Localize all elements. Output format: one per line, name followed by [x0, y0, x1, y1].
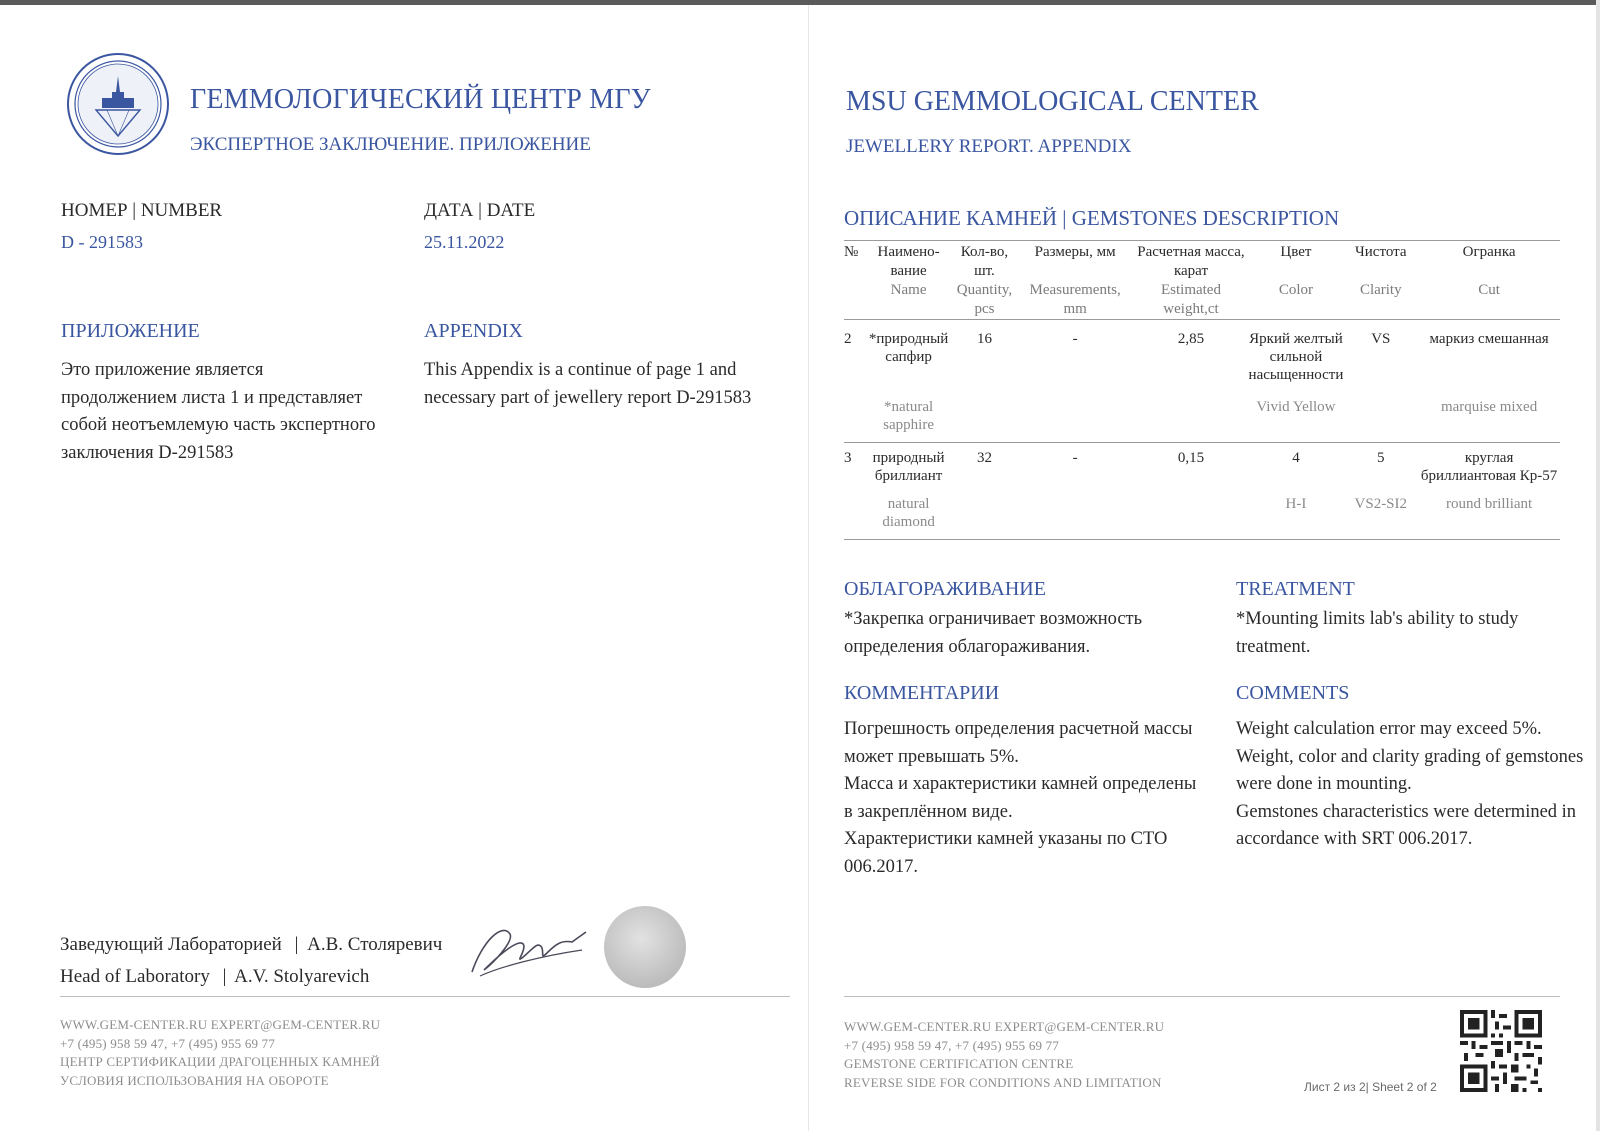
role-ru: Заведующий Лабораторией: [60, 934, 282, 955]
table-row-en: [844, 384, 1560, 443]
table-row-en: [844, 485, 1560, 540]
comments-heading-ru: КОММЕНТАРИИ: [844, 682, 1000, 704]
col-color-ru: Цвет: [1280, 244, 1312, 260]
footer-line-right: [844, 996, 1560, 997]
row-color-ru: 4: [1292, 450, 1300, 466]
right-edge: [1596, 0, 1600, 1131]
comment-line-en: Weight calculation error may exceed 5%.: [1236, 719, 1542, 739]
row-clarity-en: [1343, 384, 1418, 443]
row-size: -: [1072, 450, 1078, 466]
row-color-ru: Яркий желтый сильной насыщенности: [1248, 331, 1344, 383]
col-size-en: Measurements, mm: [1029, 282, 1121, 317]
qr-code-icon: [1460, 1010, 1542, 1092]
table-header-ru: [844, 241, 1560, 282]
col-qty-ru: Кол-во, шт.: [960, 244, 1009, 279]
row-color-en: Vivid Yellow: [1256, 399, 1336, 415]
role-en: Head of Laboratory: [60, 966, 210, 987]
gemstones-heading: ОПИСАНИЕ КАМНЕЙ | GEMSTONES DESCRIPTION: [844, 206, 1340, 230]
comment-line-ru: Характеристики камней указаны по СТО 006.2017.: [844, 829, 1168, 877]
col-qty-en: Quantity, pcs: [956, 282, 1013, 317]
appendix-text-ru: Это приложение является продолжением листа 1 и представляет собой неотъемлемую часть экспертного заключения D-291583: [61, 360, 376, 463]
comment-line-en: Weight, color and clarity grading of gemstones were done in mounting.: [1236, 746, 1584, 794]
signature-row-en: Head of Laboratory | A.V. Stolyarevich: [60, 966, 370, 987]
col-name-en: Name: [890, 282, 927, 298]
treatment-text-en: *Mounting limits lab's ability to study treatment.: [1236, 609, 1519, 657]
msu-logo-icon: [66, 52, 170, 156]
row-cut-ru: круглая бриллиантовая Кр-57: [1420, 450, 1558, 484]
date-value: 25.11.2022: [424, 232, 505, 252]
col-cut-ru: Огранка: [1462, 244, 1516, 260]
row-clarity-en: VS2-SI2: [1354, 496, 1408, 512]
appendix-heading-en: APPENDIX: [424, 320, 523, 342]
row-no: 2: [844, 331, 852, 347]
row-no: 3: [844, 450, 852, 466]
row-clarity-ru: VS: [1371, 331, 1391, 347]
footer-left: [60, 1016, 380, 1090]
row-qty: 32: [976, 450, 992, 466]
comment-line-ru: Масса и характеристики камней определены в закреплённом виде.: [844, 774, 1197, 822]
gemstones-table: [844, 240, 1560, 540]
header-title-ru: ГЕММОЛОГИЧЕСКИЙ ЦЕНТР МГУ: [190, 84, 651, 115]
treatment-heading-en: TREATMENT: [1236, 578, 1355, 600]
col-weight-en: Estimated weight,ct: [1160, 282, 1221, 317]
table-row: [844, 443, 1560, 485]
footer-right-line: +7 (495) 958 59 47, +7 (495) 955 69 77: [844, 1037, 1060, 1053]
comments-heading-en: COMMENTS: [1236, 682, 1350, 704]
number-value: D - 291583: [61, 232, 143, 252]
row-cut-en: marquise mixed: [1440, 399, 1538, 415]
row-name-en: natural diamond: [882, 496, 935, 530]
row-cut-en: round brilliant: [1445, 496, 1533, 512]
footer-left-line: УСЛОВИЯ ИСПОЛЬЗОВАНИЯ НА ОБОРОТЕ: [60, 1072, 329, 1088]
row-name-en: *natural sapphire: [883, 399, 934, 433]
header-subtitle-ru: ЭКСПЕРТНОЕ ЗАКЛЮЧЕНИЕ. ПРИЛОЖЕНИЕ: [190, 134, 591, 155]
footer-line-left: [60, 996, 790, 997]
table-row: [844, 324, 1560, 384]
col-cut-en: Cut: [1478, 282, 1500, 298]
seal-stamp-icon: [604, 906, 686, 988]
col-clarity-ru: Чистота: [1355, 244, 1407, 260]
signature-icon: [462, 912, 592, 984]
comment-line-ru: Погрешность определения расчетной массы может превышать 5%.: [844, 719, 1193, 767]
col-clarity-en: Clarity: [1359, 282, 1402, 298]
col-color-en: Color: [1278, 282, 1314, 298]
row-weight: 0,15: [1177, 450, 1205, 466]
appendix-heading-ru: ПРИЛОЖЕНИЕ: [61, 320, 200, 342]
row-name-ru: природный бриллиант: [872, 450, 945, 484]
header-subtitle-en: JEWELLERY REPORT. APPENDIX: [846, 136, 1132, 157]
date-label: ДАТА | DATE: [424, 200, 536, 221]
signature-row-ru: Заведующий Лабораторией | А.В. Столяревич: [60, 934, 443, 955]
col-weight-ru: Расчетная масса, карат: [1137, 244, 1245, 279]
col-no: №: [844, 244, 859, 260]
comments-text-en: [1236, 716, 1586, 854]
footer-right-line: GEMSTONE CERTIFICATION CENTRE: [844, 1056, 1074, 1071]
footer-right-line: WWW.GEM-CENTER.RU EXPERT@GEM-CENTER.RU: [844, 1019, 1165, 1034]
name-en: A.V. Stolyarevich: [234, 966, 370, 987]
page-fold: [808, 5, 809, 1131]
footer-right-line: REVERSE SIDE FOR CONDITIONS AND LIMITATION: [844, 1074, 1162, 1090]
col-size-ru: Размеры, мм: [1034, 244, 1116, 260]
row-qty: 16: [976, 331, 992, 347]
treatment-text-ru: *Закрепка ограничивает возможность определения облагораживания.: [844, 609, 1143, 657]
footer-left-line: WWW.GEM-CENTER.RU EXPERT@GEM-CENTER.RU: [60, 1017, 381, 1032]
appendix-text-en: This Appendix is a continue of page 1 and necessary part of jewellery report D-291583: [424, 360, 752, 408]
footer-right: [844, 1018, 1164, 1092]
treatment-heading-ru: ОБЛАГОРАЖИВАНИЕ: [844, 578, 1046, 600]
comment-line-en: Gemstones characteristics were determined in accordance with SRT 006.2017.: [1236, 801, 1577, 849]
table-header-en: [844, 281, 1560, 320]
row-clarity-ru: 5: [1377, 450, 1385, 466]
row-size: -: [1072, 331, 1078, 347]
row-weight: 2,85: [1177, 331, 1205, 347]
name-ru: А.В. Столяревич: [307, 934, 443, 955]
comments-text-ru: [844, 716, 1204, 881]
row-cut-ru: маркиз смешанная: [1429, 331, 1549, 347]
sheet-label: Лист 2 из 2| Sheet 2 of 2: [1304, 1080, 1437, 1094]
top-border: [0, 0, 1600, 5]
col-name-ru: Наимено-вание: [877, 244, 940, 279]
footer-left-line: ЦЕНТР СЕРТИФИКАЦИИ ДРАГОЦЕННЫХ КАМНЕЙ: [60, 1054, 380, 1069]
row-name-ru: *природный сапфир: [868, 331, 949, 365]
footer-left-line: +7 (495) 958 59 47, +7 (495) 955 69 77: [60, 1035, 276, 1051]
header-title-en: MSU GEMMOLOGICAL CENTER: [846, 86, 1259, 117]
number-label: НОМЕР | NUMBER: [61, 200, 223, 221]
row-color-en: H-I: [1285, 496, 1307, 512]
